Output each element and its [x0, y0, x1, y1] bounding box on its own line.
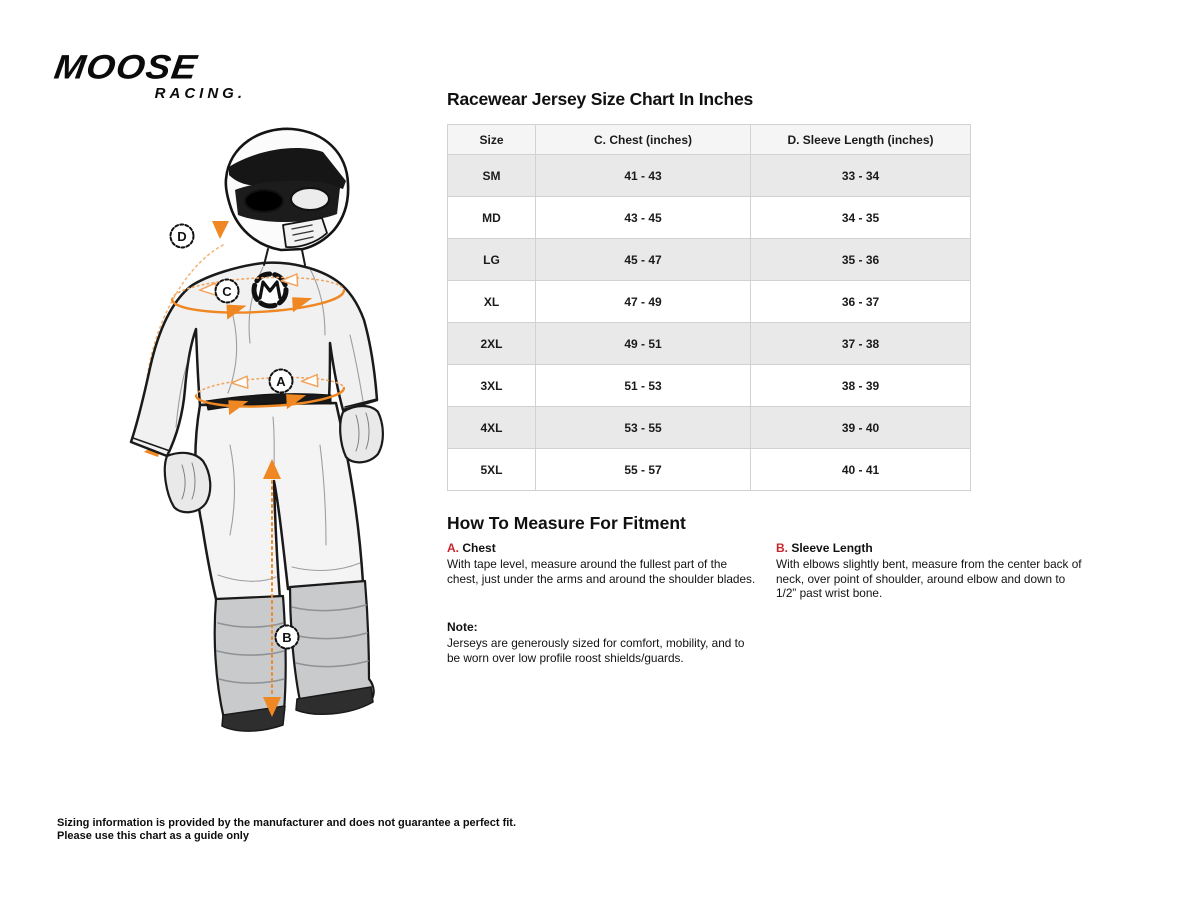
logo-wordmark: MOOSE — [51, 48, 201, 86]
size-chart-table — [447, 124, 971, 491]
cell-chest: 55 - 57 — [536, 449, 751, 491]
cell-chest: 49 - 51 — [536, 323, 751, 365]
cell-size: LG — [448, 239, 536, 281]
cell-chest: 51 - 53 — [536, 365, 751, 407]
table-row — [448, 197, 971, 239]
note-label: Note: — [447, 620, 478, 634]
col-header-sleeve: D. Sleeve Length (inches) — [751, 125, 971, 155]
label-a: A — [276, 374, 286, 389]
helmet — [226, 129, 348, 265]
cell-size: XL — [448, 281, 536, 323]
cell-size: 4XL — [448, 407, 536, 449]
table-row — [448, 323, 971, 365]
right-glove — [340, 406, 383, 462]
table-header-row — [448, 125, 971, 155]
measure-section-label — [447, 541, 759, 555]
col-header-chest: C. Chest (inches) — [536, 125, 751, 155]
left-glove — [165, 453, 210, 512]
measure-description: With tape level, measure around the fullest part of the chest, just under the arms and around the shoulder blades. — [447, 557, 756, 586]
measure-section-label — [776, 541, 1088, 555]
pants — [195, 403, 363, 603]
cell-sleeve: 39 - 40 — [751, 407, 971, 449]
cell-sleeve: 36 - 37 — [751, 281, 971, 323]
measure-name: Sleeve Length — [791, 541, 873, 555]
how-to-measure-title: How To Measure For Fitment — [447, 513, 686, 533]
table-row — [448, 449, 971, 491]
cell-chest: 53 - 55 — [536, 407, 751, 449]
cell-size: 5XL — [448, 449, 536, 491]
disclaimer-line2: Please use this chart as a guide only — [57, 830, 249, 842]
size-chart-title: Racewear Jersey Size Chart In Inches — [447, 89, 754, 109]
cell-size: 2XL — [448, 323, 536, 365]
note-text: Jerseys are generously sized for comfort, mobility, and to be worn over low profile roost shields/guards. — [447, 636, 745, 665]
measure-section-sleeve — [776, 541, 1088, 601]
cell-sleeve: 38 - 39 — [751, 365, 971, 407]
col-header-size: Size — [448, 125, 536, 155]
measure-name: Chest — [462, 541, 496, 555]
cell-chest: 47 - 49 — [536, 281, 751, 323]
boots — [215, 581, 374, 731]
cell-sleeve: 33 - 34 — [751, 155, 971, 197]
jersey-chest-logo — [254, 274, 286, 306]
goggle-lens-left — [245, 190, 283, 212]
goggle-lens-right — [291, 188, 329, 210]
neck-point-arrowhead — [212, 221, 229, 239]
measure-section-chest — [447, 541, 759, 586]
table-row — [448, 239, 971, 281]
cell-size: SM — [448, 155, 536, 197]
logo-subtitle: RACING. — [154, 85, 246, 102]
label-c: C — [222, 284, 232, 299]
measure-letter: B. — [776, 541, 788, 555]
label-d: D — [177, 229, 187, 244]
measure-description: With elbows slightly bent, measure from the center back of neck, over point of shoulder, around elbow and down to 1/2” past wrist bone. — [776, 557, 1082, 601]
cell-chest: 45 - 47 — [536, 239, 751, 281]
rider-measurement-illustration — [30, 105, 430, 745]
disclaimer-line1: Sizing information is provided by the manufacturer and does not guarantee a perfect fit. — [57, 817, 517, 829]
table-row — [448, 281, 971, 323]
table-row — [448, 365, 971, 407]
label-b: B — [282, 630, 292, 645]
cell-chest: 41 - 43 — [536, 155, 751, 197]
table-row — [448, 155, 971, 197]
cell-sleeve: 34 - 35 — [751, 197, 971, 239]
cell-sleeve: 37 - 38 — [751, 323, 971, 365]
cell-chest: 43 - 45 — [536, 197, 751, 239]
table-row — [448, 407, 971, 449]
cell-sleeve: 40 - 41 — [751, 449, 971, 491]
cell-size: 3XL — [448, 365, 536, 407]
note-section — [447, 620, 759, 665]
cell-size: MD — [448, 197, 536, 239]
measure-letter: A. — [447, 541, 459, 555]
moose-racing-logo — [51, 48, 252, 102]
disclaimer — [57, 817, 516, 843]
cell-sleeve: 35 - 36 — [751, 239, 971, 281]
